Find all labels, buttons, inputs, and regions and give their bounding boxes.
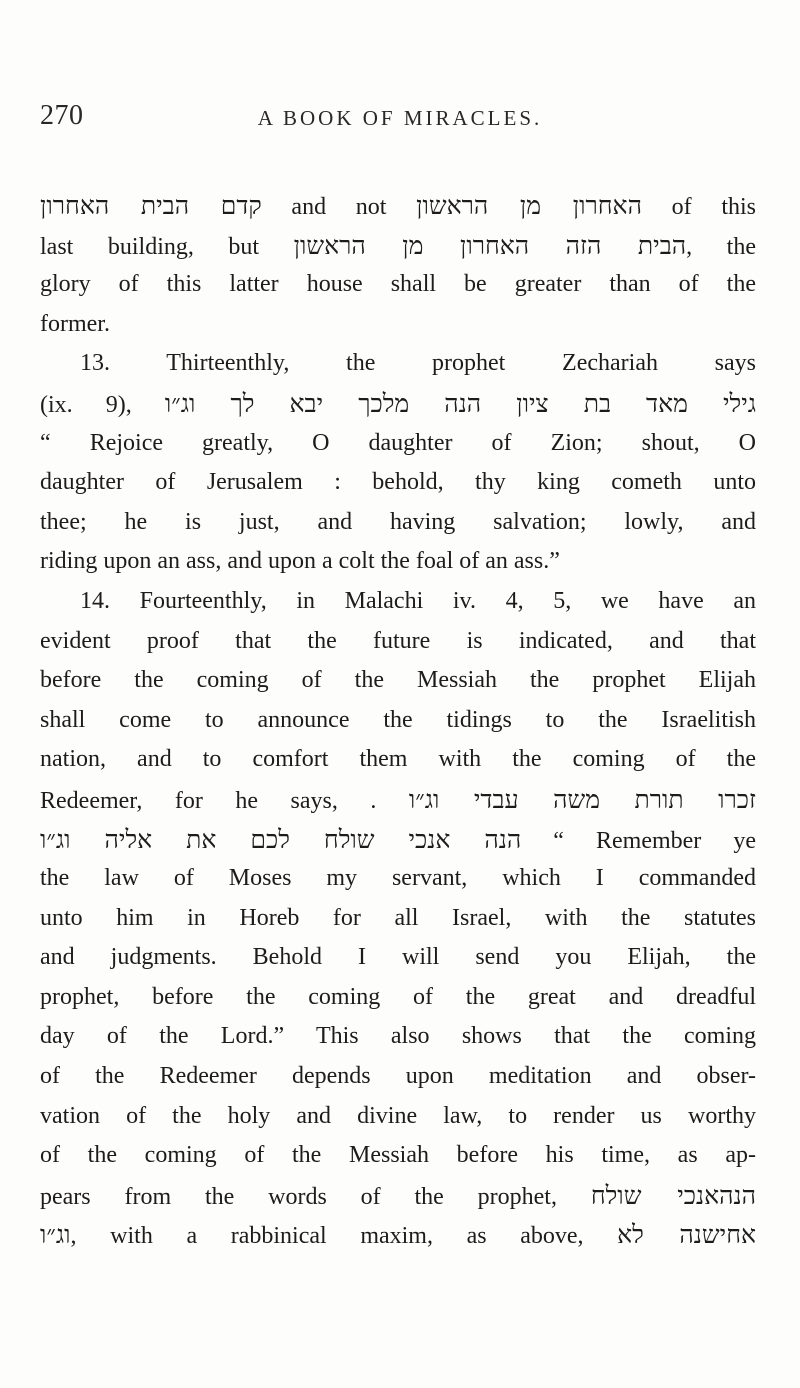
text-line: vation of the holy and divine law, to render us worthy — [40, 1102, 756, 1129]
hebrew-text: האחרון מן הראשון — [416, 191, 642, 220]
text-line: Redeemer, for he says, . זכרו תורת משה עבדי וג״ו — [40, 784, 756, 814]
text-line: הנה אנכי שולח לכם את אליה וג״ו “ Remember ye — [40, 824, 756, 854]
text-line: last building, but הבית הזה האחרון מן הראשון, the — [40, 230, 756, 260]
text-line: and judgments. Behold I will send you Elijah, the — [40, 944, 756, 971]
body-text — [40, 186, 756, 1255]
running-head: A BOOK OF MIRACLES. — [257, 106, 543, 130]
hebrew-text: הנהאנכי שולח — [590, 1180, 756, 1210]
text-line: of the coming of the Messiah before his time, as ap- — [40, 1142, 756, 1169]
hebrew-text: גילי מאד בת ציון הנה מלכך יבא לך וג״ו — [164, 388, 757, 418]
text-line: daughter of Jerusalem : behold, thy king cometh unto — [40, 469, 756, 496]
text-line: pears from the words of the prophet, הנהאנכי שולח — [40, 1180, 756, 1210]
text-line: קדם הבית האחרון and not האחרון מן הראשון of this — [40, 191, 756, 220]
text-line: day of the Lord.” This also shows that the coming — [40, 1023, 756, 1050]
hebrew-text: הבית הזה האחרון מן הראשון — [293, 230, 687, 260]
hebrew-text: הנה אנכי שולח לכם את אליה וג״ו — [40, 824, 522, 854]
paragraph-14-start: 14. Fourteenthly, in Malachi iv. 4, 5, we have an — [80, 587, 756, 614]
text-line: thee; he is just, and having salvation; lowly, and — [40, 508, 756, 535]
text-line: evident proof that the future is indicated, and that — [40, 627, 756, 654]
hebrew-text: זכרו תורת משה עבדי וג״ו — [408, 784, 756, 814]
text-line: prophet, before the coming of the great and dreadful — [40, 983, 756, 1010]
hebrew-text: וג״ו — [40, 1220, 71, 1250]
text-line: glory of this latter house shall be greater than of the — [40, 271, 756, 298]
text-line: “ Rejoice greatly, O daughter of Zion; shout, O — [40, 429, 756, 456]
text-line: riding upon an ass, and upon a colt the foal of an ass.” — [40, 548, 560, 575]
text-line: shall come to announce the tidings to the Israelitish — [40, 706, 756, 733]
text-line: of the Redeemer depends upon meditation and obser- — [40, 1063, 756, 1090]
paragraph-13-start: 13. Thirteenthly, the prophet Zechariah says — [80, 350, 756, 377]
text-line: unto him in Horeb for all Israel, with the statutes — [40, 904, 756, 931]
page-header — [40, 100, 760, 140]
text-line: (ix. 9), גילי מאד בת ציון הנה מלכך יבא לך וג״ו — [40, 388, 757, 418]
text-line: the law of Moses my servant, which I commanded — [40, 865, 756, 892]
text-line: וג״ו, with a rabbinical maxim, as above, אחישנה לא — [40, 1220, 756, 1250]
text-line: before the coming of the Messiah the prophet Elijah — [40, 667, 756, 694]
page-number: 270 — [40, 100, 84, 131]
text-line: nation, and to comfort them with the coming of the — [40, 746, 756, 773]
text-line: former. — [40, 310, 110, 337]
hebrew-text: אחישנה לא — [617, 1220, 756, 1250]
hebrew-text: קדם הבית האחרון — [40, 191, 262, 220]
